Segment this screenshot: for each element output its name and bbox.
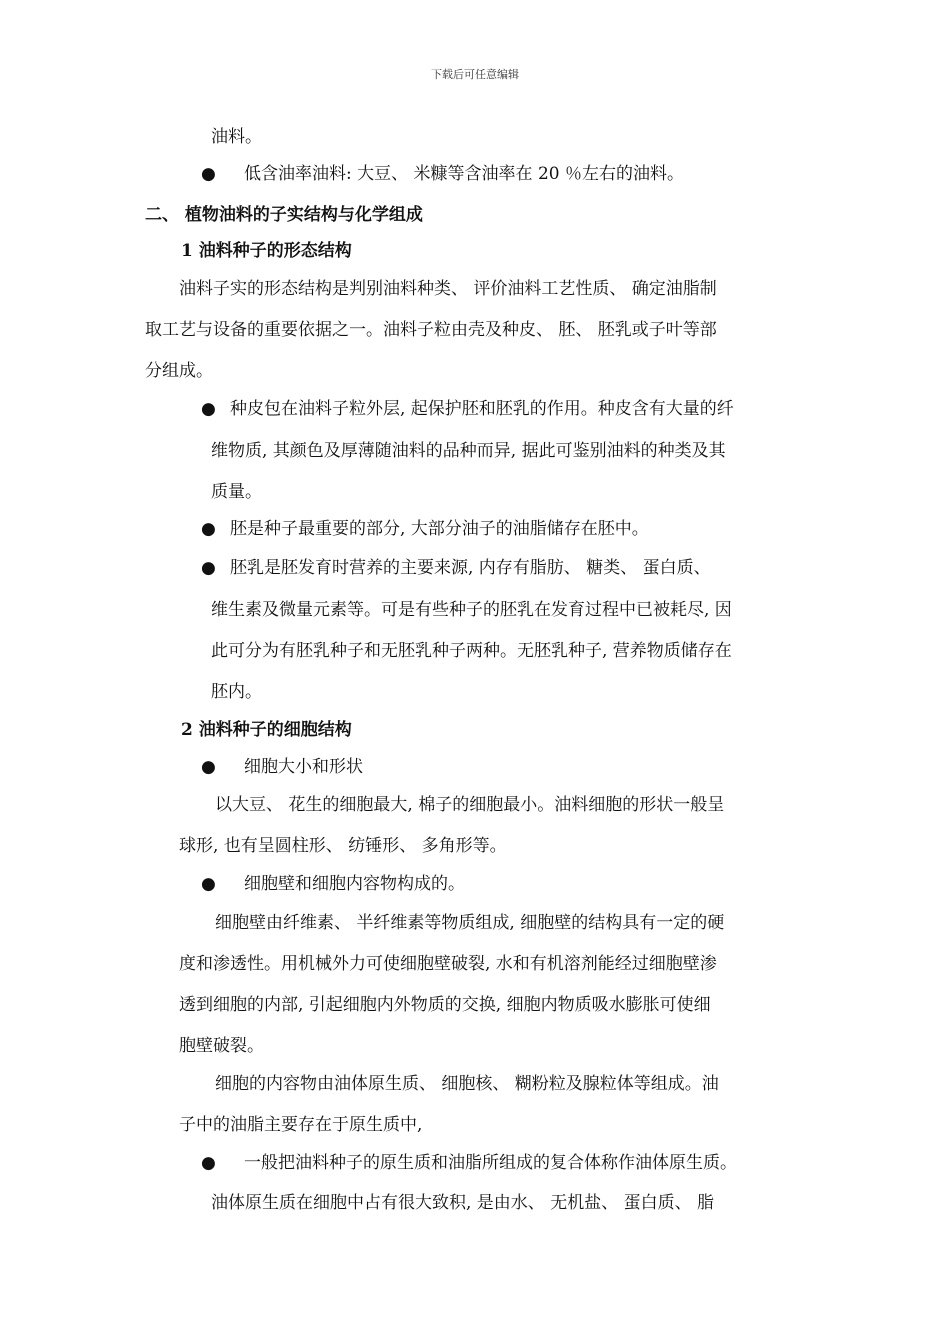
text-line: 维物质, 其颜色及厚薄随油料的品种而异, 据此可鉴别油料的种类及其 — [211, 441, 726, 461]
bullet-icon: ● — [201, 399, 216, 419]
text-line: 此可分为有胚乳种子和无胚乳种子两种。无胚乳种子, 营养物质储存在 — [211, 641, 732, 661]
text-line: 种皮包在油料子粒外层, 起保护胚和胚乳的作用。种皮含有大量的纤 — [230, 399, 734, 419]
page-header: 下载后可任意编辑 — [431, 68, 519, 81]
section-heading: 二、 植物油料的子实结构与化学组成 — [145, 205, 423, 225]
text-line: 细胞壁和细胞内容物构成的。 — [244, 874, 465, 894]
text-line: 细胞壁由纤维素、 半纤维素等物质组成, 细胞壁的结构具有一定的硬 — [215, 913, 725, 933]
text-line: 细胞大小和形状 — [244, 757, 363, 777]
text-line: 油料。 — [211, 127, 262, 147]
text-line: 油料子实的形态结构是判别油料种类、 评价油料工艺性质、 确定油脂制 — [179, 279, 717, 299]
text-line: 胚是种子最重要的部分, 大部分油子的油脂储存在胚中。 — [230, 519, 649, 539]
subsection-heading: 1 油料种子的形态结构 — [181, 241, 352, 261]
text-line: 取工艺与设备的重要依据之一。油料子粒由壳及种皮、 胚、 胚乳或子叶等部 — [145, 320, 717, 340]
text-line: 以大豆、 花生的细胞最大, 棉子的细胞最小。油料细胞的形状一般呈 — [215, 795, 725, 815]
bullet-icon: ● — [201, 519, 216, 539]
text-line: 胚内。 — [211, 682, 262, 702]
bullet-icon: ● — [201, 874, 216, 894]
text-line: 胞壁破裂。 — [179, 1036, 264, 1056]
text-line: 细胞的内容物由油体原生质、 细胞核、 糊粉粒及腺粒体等组成。油 — [215, 1074, 719, 1094]
text-line: 维生素及微量元素等。可是有些种子的胚乳在发育过程中已被耗尽, 因 — [211, 600, 732, 620]
text-line: 分组成。 — [145, 361, 213, 381]
text-line: 度和渗透性。用机械外力可使细胞壁破裂, 水和有机溶剂能经过细胞壁渗 — [179, 954, 717, 974]
text-line: 子中的油脂主要存在于原生质中, — [179, 1115, 423, 1135]
text-line: 低含油率油料: 大豆、 米糠等含油率在 20 ％左右的油料。 — [244, 164, 684, 184]
text-line: 透到细胞的内部, 引起细胞内外物质的交换, 细胞内物质吸水膨胀可使细 — [179, 995, 711, 1015]
bullet-icon: ● — [201, 164, 216, 184]
text-line: 胚乳是胚发育时营养的主要来源, 内存有脂肪、 糖类、 蛋白质、 — [230, 558, 711, 578]
text-line: 球形, 也有呈圆柱形、 纺锤形、 多角形等。 — [179, 836, 507, 856]
bullet-icon: ● — [201, 558, 216, 578]
bullet-icon: ● — [201, 1153, 216, 1173]
subsection-heading: 2 油料种子的细胞结构 — [181, 720, 352, 740]
text-line: 质量。 — [211, 482, 262, 502]
text-line: 一般把油料种子的原生质和油脂所组成的复合体称作油体原生质。 — [244, 1153, 737, 1173]
bullet-icon: ● — [201, 757, 216, 777]
text-line: 油体原生质在细胞中占有很大致积, 是由水、 无机盐、 蛋白质、 脂 — [211, 1193, 715, 1213]
